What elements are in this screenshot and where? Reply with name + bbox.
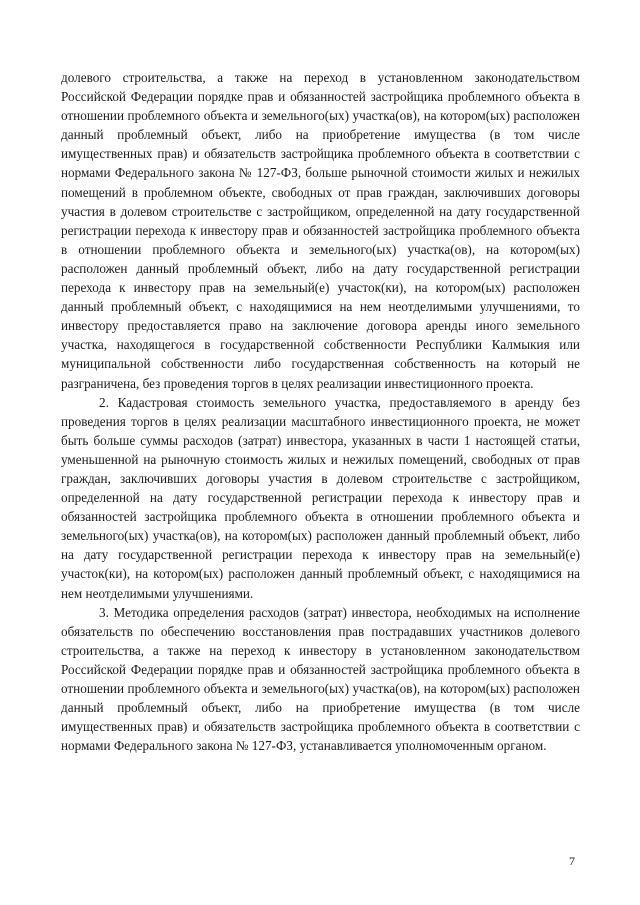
paragraph-continuation: долевого строительства, а также на переход в установленном законодательством Российской Федерации порядке прав и обязанностей застройщика проблемного объекта в отношении проблемного объекта и земельного(ых) участка(ов), на котором(ых) расположен данный проблемный объект, либо на приобретение имущества (в том числе имущественных прав) и обязательств застройщика проблемного объекта в соответствии с нормами Федерального закона № 127-ФЗ, больше рыночной стоимости жилых и нежилых помещений в проблемном объекте, свободных от прав граждан, заключивших договоры участия в долевом строительстве с застройщиком, определенной на дату государственной регистрации перехода к инвестору прав и обязанностей застройщика проблемного объекта в отношении проблемного объекта и земельного(ых) участка(ов), на котором(ых) расположен данный проблемный объект, либо на дату государственной регистрации перехода к инвестору прав на земельный(е) участок(ки), на котором(ых) расположен данный проблемный объект, с находящимися на нем неотделимыми улучшениями, то инвестору предоставляется право на заключение договора аренды иного земельного участка, находящегося в государственной собственности Республики Калмыкия или муниципальной собственности либо государственная собственность на который не разграничена, без проведения торгов в целях реализации инвестиционного проекта.: [61, 70, 580, 391]
paragraph-clause-2: 2. Кадастровая стоимость земельного участка, предоставляемого в аренду без проведения торгов в целях реализации масштабного инвестиционного проекта, не может быть больше суммы расходов (затрат) инвестора, указанных в части 1 настоящей статьи, уменьшенной на рыночную стоимость жилых и нежилых помещений, свободных от прав граждан, заключивших договоры участия в долевом строительстве с застройщиком, определенной на дату государственной регистрации перехода к инвестору прав и обязанностей застройщика проблемного объекта в отношении проблемного объекта и земельного(ых) участка(ов), на котором(ых) расположен данный проблемный объект, либо на дату государственной регистрации перехода к инвестору прав на земельный(е) участок(ки), на котором(ых) расположен данный проблемный объект, с находящимися на нем неотделимыми улучшениями.: [61, 394, 580, 601]
paragraph-clause-3: 3. Методика определения расходов (затрат) инвестора, необходимых на исполнение обязательств по обеспечению восстановления прав пострадавших участников долевого строительства, а также на переход к инвестору в установленном законодательством Российской Федерации порядке прав и обязанностей застройщика проблемного объекта в отношении проблемного объекта и земельного(ых) участка(ов), на котором(ых) расположен данный проблемный объект, либо на приобретение имущества (в том числе имущественных прав) и обязательств застройщика проблемного объекта в соответствии с нормами Федерального закона № 127-ФЗ, устанавливается уполномоченным органом.: [61, 604, 580, 754]
body-text: [61, 68, 580, 755]
page-number: 7: [569, 854, 575, 868]
